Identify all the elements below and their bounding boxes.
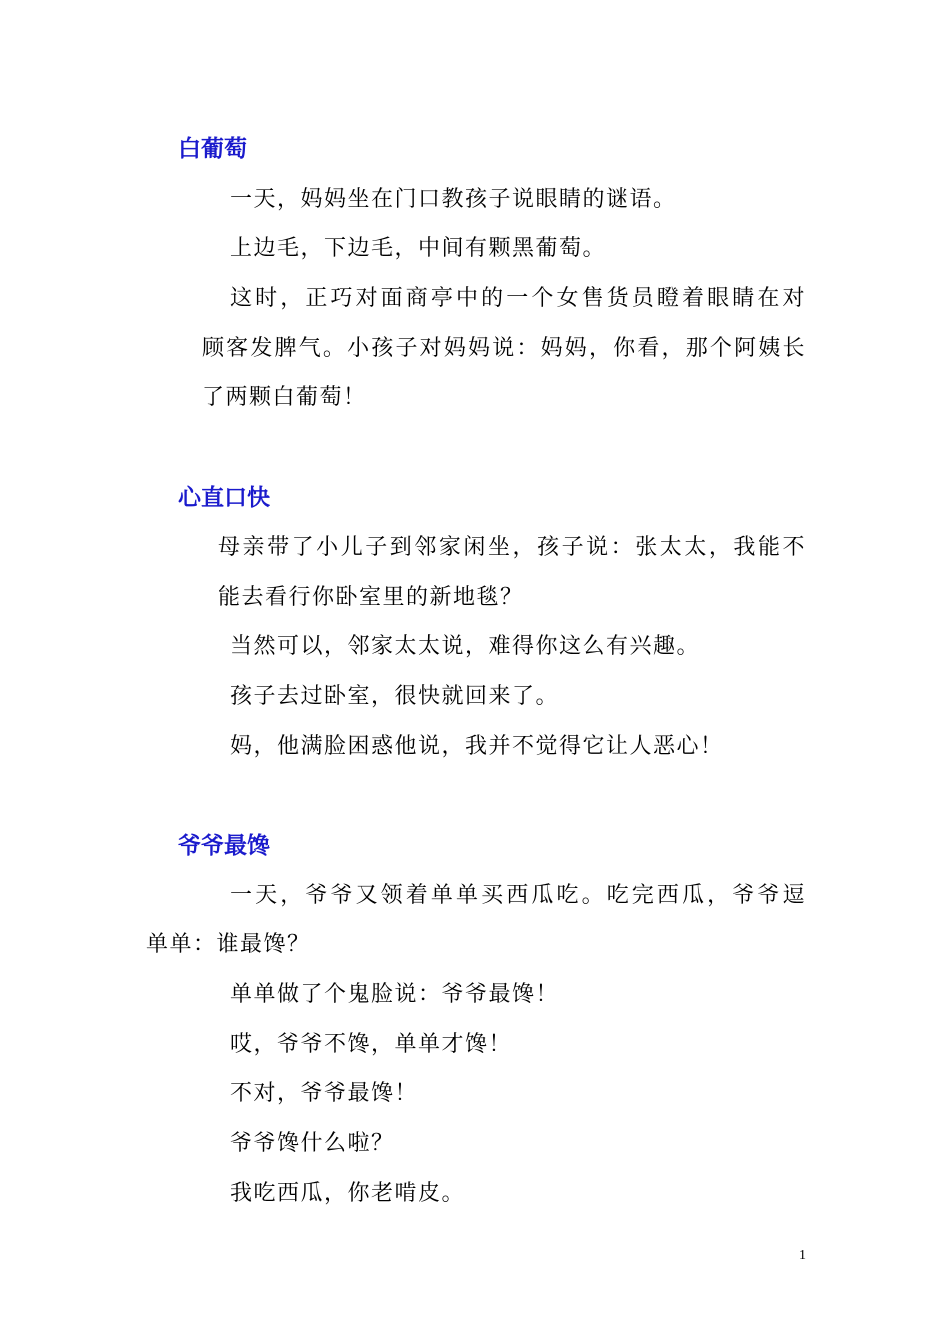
paragraph-line: 一天，妈妈坐在门口教孩子说眼睛的谜语。 (230, 187, 677, 212)
paragraph-line: 单单做了个鬼脸说：爷爷最馋！ (230, 982, 560, 1007)
section-title-xinzhi-koukuai: 心直口快 (178, 485, 270, 511)
paragraph-line: 这时，正巧对面商亭中的一个女售货员瞪着眼睛在对 (230, 286, 806, 311)
paragraph-line: 能去看行你卧室里的新地毯？ (218, 585, 524, 610)
paragraph-line: 不对，爷爷最馋！ (230, 1081, 419, 1106)
paragraph-line: 我吃西瓜，你老啃皮。 (230, 1181, 466, 1206)
paragraph-line: 妈，他满脸困惑他说，我并不觉得它让人恶心！ (230, 734, 724, 759)
paragraph-line: 爷爷馋什么啦？ (230, 1131, 395, 1156)
paragraph-line: 当然可以，邻家太太说，难得你这么有兴趣。 (230, 634, 701, 659)
paragraph-line: 哎，爷爷不馋，单单才馋！ (230, 1032, 513, 1057)
section-title-bai-putao: 白葡萄 (178, 136, 247, 162)
paragraph-line: 顾客发脾气。小孩子对妈妈说：妈妈，你看，那个阿姨长 (202, 336, 806, 361)
paragraph-line: 单单：谁最馋？ (146, 932, 311, 957)
section-title-yeye-zuichan: 爷爷最馋 (178, 833, 270, 859)
paragraph-line: 上边毛，下边毛，中间有颗黑葡萄。 (230, 236, 607, 261)
paragraph-line: 了两颗白葡萄！ (202, 385, 367, 410)
paragraph-line: 母亲带了小儿子到邻家闲坐，孩子说：张太太，我能不 (218, 535, 806, 560)
page-number: 1 (799, 1248, 806, 1263)
paragraph-line: 孩子去过卧室，很快就回来了。 (230, 684, 560, 709)
paragraph-line: 一天，爷爷又领着单单买西瓜吃。吃完西瓜，爷爷逗 (230, 883, 806, 908)
